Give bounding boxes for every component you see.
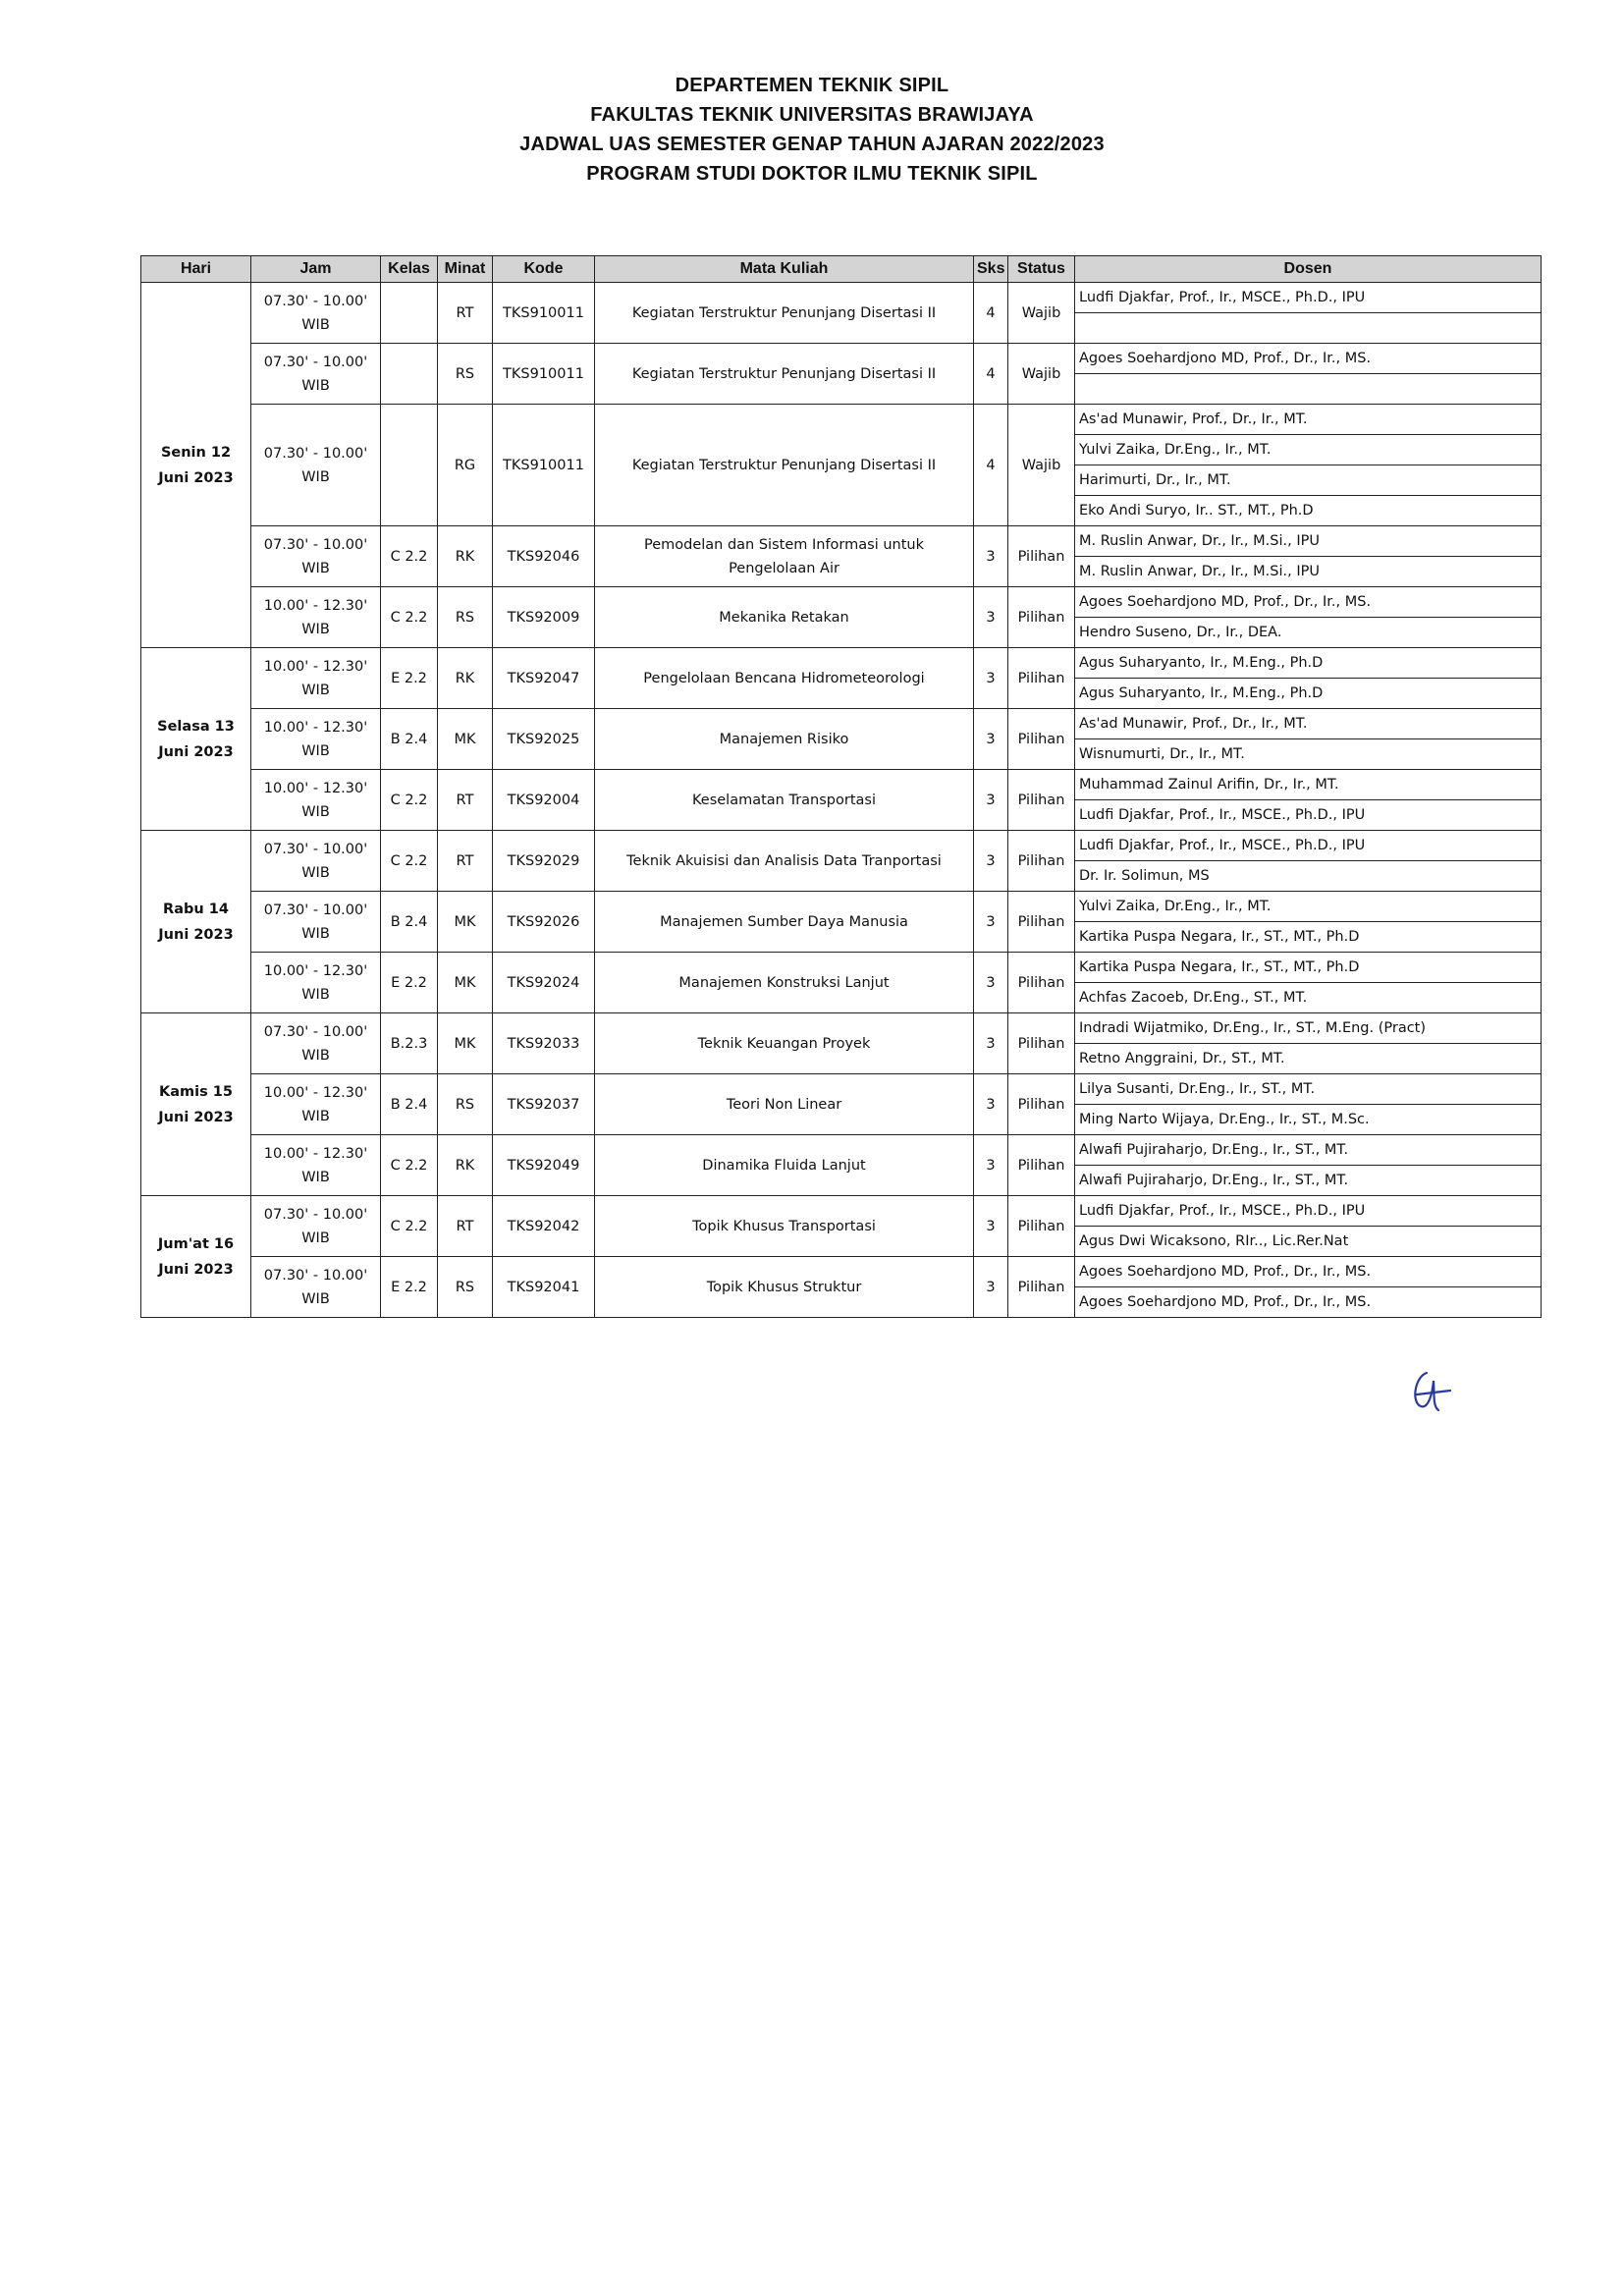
class-cell: E 2.2 (381, 1257, 438, 1318)
course-cell: Kegiatan Terstruktur Penunjang Disertasi II (595, 405, 974, 526)
lecturer-cell: Ludfi Djakfar, Prof., Ir., MSCE., Ph.D., IPU (1075, 1196, 1542, 1227)
header-faculty: FAKULTAS TEKNIK UNIVERSITAS BRAWIJAYA (590, 104, 1034, 126)
handwritten-initial-icon (1407, 1363, 1456, 1416)
minat-cell: RT (438, 770, 493, 831)
lecturer-cell: Alwafi Pujiraharjo, Dr.Eng., Ir., ST., MT. (1075, 1135, 1542, 1166)
code-cell: TKS92004 (493, 770, 595, 831)
class-cell: C 2.2 (381, 831, 438, 892)
time-cell: 07.30' - 10.00' WIB (251, 892, 381, 953)
column-header: Jam (251, 256, 381, 283)
lecturer-cell: Alwafi Pujiraharjo, Dr.Eng., Ir., ST., MT. (1075, 1166, 1542, 1196)
minat-cell: RG (438, 405, 493, 526)
class-cell: C 2.2 (381, 587, 438, 648)
code-cell: TKS910011 (493, 405, 595, 526)
status-cell: Pilihan (1008, 1013, 1075, 1074)
status-cell: Pilihan (1008, 831, 1075, 892)
lecturer-cell: Eko Andi Suryo, Ir.. ST., MT., Ph.D (1075, 496, 1542, 526)
lecturer-cell: Agus Dwi Wicaksono, RIr.., Lic.Rer.Nat (1075, 1227, 1542, 1257)
lecturer-cell: Dr. Ir. Solimun, MS (1075, 861, 1542, 892)
code-cell: TKS910011 (493, 344, 595, 405)
sks-cell: 3 (974, 1013, 1008, 1074)
minat-cell: MK (438, 1013, 493, 1074)
day-label: Kamis 15 Juni 2023 (158, 1083, 234, 1125)
exam-schedule-table (140, 255, 1542, 1318)
course-cell: Topik Khusus Struktur (595, 1257, 974, 1318)
day-cell (141, 1013, 251, 1196)
lecturer-cell (1075, 313, 1542, 344)
minat-cell: MK (438, 709, 493, 770)
status-cell: Wajib (1008, 283, 1075, 344)
course-cell: Manajemen Risiko (595, 709, 974, 770)
time-cell: 07.30' - 10.00' WIB (251, 405, 381, 526)
lecturer-cell: Retno Anggraini, Dr., ST., MT. (1075, 1044, 1542, 1074)
course-cell: Teknik Akuisisi dan Analisis Data Tranportasi (595, 831, 974, 892)
time-cell: 10.00' - 12.30' WIB (251, 1135, 381, 1196)
status-cell: Wajib (1008, 405, 1075, 526)
lecturer-cell: Agus Suharyanto, Ir., M.Eng., Ph.D (1075, 679, 1542, 709)
time-cell: 10.00' - 12.30' WIB (251, 709, 381, 770)
minat-cell: MK (438, 892, 493, 953)
table-row (141, 953, 1542, 983)
table-row (141, 283, 1542, 313)
code-cell: TKS92046 (493, 526, 595, 587)
column-header: Hari (141, 256, 251, 283)
minat-cell: RS (438, 1257, 493, 1318)
course-cell: Keselamatan Transportasi (595, 770, 974, 831)
course-cell: Dinamika Fluida Lanjut (595, 1135, 974, 1196)
lecturer-cell: Ludfi Djakfar, Prof., Ir., MSCE., Ph.D., IPU (1075, 283, 1542, 313)
time-cell: 07.30' - 10.00' WIB (251, 1196, 381, 1257)
sks-cell: 4 (974, 405, 1008, 526)
lecturer-cell: Agoes Soehardjono MD, Prof., Dr., Ir., MS. (1075, 1257, 1542, 1287)
lecturer-cell: As'ad Munawir, Prof., Dr., Ir., MT. (1075, 405, 1542, 435)
sks-cell: 3 (974, 831, 1008, 892)
sks-cell: 3 (974, 1135, 1008, 1196)
course-cell: Pemodelan dan Sistem Informasi untuk Pengelolaan Air (595, 526, 974, 587)
table-row (141, 1257, 1542, 1287)
minat-cell: RS (438, 1074, 493, 1135)
class-cell: C 2.2 (381, 1135, 438, 1196)
sks-cell: 3 (974, 892, 1008, 953)
code-cell: TKS92042 (493, 1196, 595, 1257)
table-row (141, 1135, 1542, 1166)
column-header: Kode (493, 256, 595, 283)
time-cell: 07.30' - 10.00' WIB (251, 283, 381, 344)
column-header: Kelas (381, 256, 438, 283)
code-cell: TKS92029 (493, 831, 595, 892)
minat-cell: RK (438, 1135, 493, 1196)
class-cell (381, 405, 438, 526)
column-header: Status (1008, 256, 1075, 283)
status-cell: Pilihan (1008, 526, 1075, 587)
course-cell: Topik Khusus Transportasi (595, 1196, 974, 1257)
minat-cell: MK (438, 953, 493, 1013)
sks-cell: 3 (974, 648, 1008, 709)
day-cell (141, 648, 251, 831)
code-cell: TKS92009 (493, 587, 595, 648)
time-cell: 07.30' - 10.00' WIB (251, 831, 381, 892)
time-cell: 10.00' - 12.30' WIB (251, 770, 381, 831)
time-cell: 07.30' - 10.00' WIB (251, 1257, 381, 1318)
table-header-row (141, 256, 1542, 283)
table-row (141, 648, 1542, 679)
lecturer-cell: Wisnumurti, Dr., Ir., MT. (1075, 739, 1542, 770)
table-row (141, 709, 1542, 739)
lecturer-cell: Kartika Puspa Negara, Ir., ST., MT., Ph.D (1075, 953, 1542, 983)
lecturer-cell: Achfas Zacoeb, Dr.Eng., ST., MT. (1075, 983, 1542, 1013)
header-program: PROGRAM STUDI DOKTOR ILMU TEKNIK SIPIL (586, 163, 1038, 185)
course-cell: Teori Non Linear (595, 1074, 974, 1135)
status-cell: Pilihan (1008, 648, 1075, 709)
minat-cell: RS (438, 587, 493, 648)
table-row (141, 1074, 1542, 1105)
course-cell: Manajemen Sumber Daya Manusia (595, 892, 974, 953)
sks-cell: 3 (974, 1196, 1008, 1257)
lecturer-cell: Agoes Soehardjono MD, Prof., Dr., Ir., MS. (1075, 587, 1542, 618)
table-row (141, 587, 1542, 618)
day-cell (141, 831, 251, 1013)
time-cell: 07.30' - 10.00' WIB (251, 1013, 381, 1074)
lecturer-cell: Kartika Puspa Negara, Ir., ST., MT., Ph.D (1075, 922, 1542, 953)
time-cell: 10.00' - 12.30' WIB (251, 953, 381, 1013)
day-cell (141, 1196, 251, 1318)
course-cell: Manajemen Konstruksi Lanjut (595, 953, 974, 1013)
code-cell: TKS92049 (493, 1135, 595, 1196)
column-header: Mata Kuliah (595, 256, 974, 283)
lecturer-cell: Yulvi Zaika, Dr.Eng., Ir., MT. (1075, 435, 1542, 465)
sks-cell: 3 (974, 953, 1008, 1013)
status-cell: Wajib (1008, 344, 1075, 405)
sks-cell: 3 (974, 1257, 1008, 1318)
time-cell: 07.30' - 10.00' WIB (251, 526, 381, 587)
time-cell: 10.00' - 12.30' WIB (251, 648, 381, 709)
course-cell: Pengelolaan Bencana Hidrometeorologi (595, 648, 974, 709)
time-cell: 10.00' - 12.30' WIB (251, 587, 381, 648)
course-cell: Kegiatan Terstruktur Penunjang Disertasi II (595, 283, 974, 344)
code-cell: TKS92025 (493, 709, 595, 770)
table-row (141, 526, 1542, 557)
course-cell: Teknik Keuangan Proyek (595, 1013, 974, 1074)
code-cell: TKS92041 (493, 1257, 595, 1318)
lecturer-cell: Muhammad Zainul Arifin, Dr., Ir., MT. (1075, 770, 1542, 800)
minat-cell: RT (438, 831, 493, 892)
lecturer-cell: Ludfi Djakfar, Prof., Ir., MSCE., Ph.D., IPU (1075, 831, 1542, 861)
column-header: Minat (438, 256, 493, 283)
sks-cell: 4 (974, 344, 1008, 405)
code-cell: TKS92033 (493, 1013, 595, 1074)
class-cell: C 2.2 (381, 1196, 438, 1257)
class-cell: E 2.2 (381, 648, 438, 709)
lecturer-cell: Ludfi Djakfar, Prof., Ir., MSCE., Ph.D., IPU (1075, 800, 1542, 831)
day-label: Selasa 13 Juni 2023 (157, 718, 235, 760)
lecturer-cell: Indradi Wijatmiko, Dr.Eng., Ir., ST., M.Eng. (Pract) (1075, 1013, 1542, 1044)
day-cell (141, 283, 251, 648)
class-cell: B 2.4 (381, 1074, 438, 1135)
time-cell: 07.30' - 10.00' WIB (251, 344, 381, 405)
day-label: Senin 12 Juni 2023 (158, 444, 234, 486)
status-cell: Pilihan (1008, 770, 1075, 831)
table-row (141, 770, 1542, 800)
class-cell: B.2.3 (381, 1013, 438, 1074)
column-header: Sks (974, 256, 1008, 283)
sks-cell: 3 (974, 587, 1008, 648)
minat-cell: RK (438, 648, 493, 709)
lecturer-cell: Agus Suharyanto, Ir., M.Eng., Ph.D (1075, 648, 1542, 679)
time-cell: 10.00' - 12.30' WIB (251, 1074, 381, 1135)
table-row (141, 1196, 1542, 1227)
column-header: Dosen (1075, 256, 1542, 283)
status-cell: Pilihan (1008, 1135, 1075, 1196)
lecturer-cell: Yulvi Zaika, Dr.Eng., Ir., MT. (1075, 892, 1542, 922)
lecturer-cell: Agoes Soehardjono MD, Prof., Dr., Ir., MS. (1075, 1287, 1542, 1318)
table-row (141, 405, 1542, 435)
class-cell (381, 283, 438, 344)
minat-cell: RT (438, 283, 493, 344)
class-cell: B 2.4 (381, 892, 438, 953)
class-cell: B 2.4 (381, 709, 438, 770)
day-label: Rabu 14 Juni 2023 (158, 901, 234, 943)
lecturer-cell: Harimurti, Dr., Ir., MT. (1075, 465, 1542, 496)
status-cell: Pilihan (1008, 1196, 1075, 1257)
document-header (0, 71, 1624, 189)
day-label: Jum'at 16 Juni 2023 (157, 1235, 235, 1278)
code-cell: TKS910011 (493, 283, 595, 344)
status-cell: Pilihan (1008, 1074, 1075, 1135)
lecturer-cell: Hendro Suseno, Dr., Ir., DEA. (1075, 618, 1542, 648)
sks-cell: 3 (974, 770, 1008, 831)
class-cell (381, 344, 438, 405)
status-cell: Pilihan (1008, 1257, 1075, 1318)
status-cell: Pilihan (1008, 709, 1075, 770)
minat-cell: RT (438, 1196, 493, 1257)
sks-cell: 4 (974, 283, 1008, 344)
minat-cell: RK (438, 526, 493, 587)
code-cell: TKS92026 (493, 892, 595, 953)
class-cell: C 2.2 (381, 770, 438, 831)
lecturer-cell: As'ad Munawir, Prof., Dr., Ir., MT. (1075, 709, 1542, 739)
minat-cell: RS (438, 344, 493, 405)
status-cell: Pilihan (1008, 587, 1075, 648)
lecturer-cell: Lilya Susanti, Dr.Eng., Ir., ST., MT. (1075, 1074, 1542, 1105)
code-cell: TKS92047 (493, 648, 595, 709)
sks-cell: 3 (974, 1074, 1008, 1135)
lecturer-cell: M. Ruslin Anwar, Dr., Ir., M.Si., IPU (1075, 557, 1542, 587)
class-cell: E 2.2 (381, 953, 438, 1013)
table-row (141, 892, 1542, 922)
lecturer-cell: Agoes Soehardjono MD, Prof., Dr., Ir., MS. (1075, 344, 1542, 374)
course-cell: Mekanika Retakan (595, 587, 974, 648)
status-cell: Pilihan (1008, 953, 1075, 1013)
class-cell: C 2.2 (381, 526, 438, 587)
code-cell: TKS92037 (493, 1074, 595, 1135)
table-row (141, 344, 1542, 374)
code-cell: TKS92024 (493, 953, 595, 1013)
header-schedule-title: JADWAL UAS SEMESTER GENAP TAHUN AJARAN 2022/2023 (519, 134, 1105, 155)
lecturer-cell: M. Ruslin Anwar, Dr., Ir., M.Si., IPU (1075, 526, 1542, 557)
sks-cell: 3 (974, 709, 1008, 770)
lecturer-cell: Ming Narto Wijaya, Dr.Eng., Ir., ST., M.Sc. (1075, 1105, 1542, 1135)
table-row (141, 1013, 1542, 1044)
lecturer-cell (1075, 374, 1542, 405)
header-department: DEPARTEMEN TEKNIK SIPIL (675, 75, 949, 96)
table-row (141, 831, 1542, 861)
course-cell: Kegiatan Terstruktur Penunjang Disertasi II (595, 344, 974, 405)
sks-cell: 3 (974, 526, 1008, 587)
status-cell: Pilihan (1008, 892, 1075, 953)
